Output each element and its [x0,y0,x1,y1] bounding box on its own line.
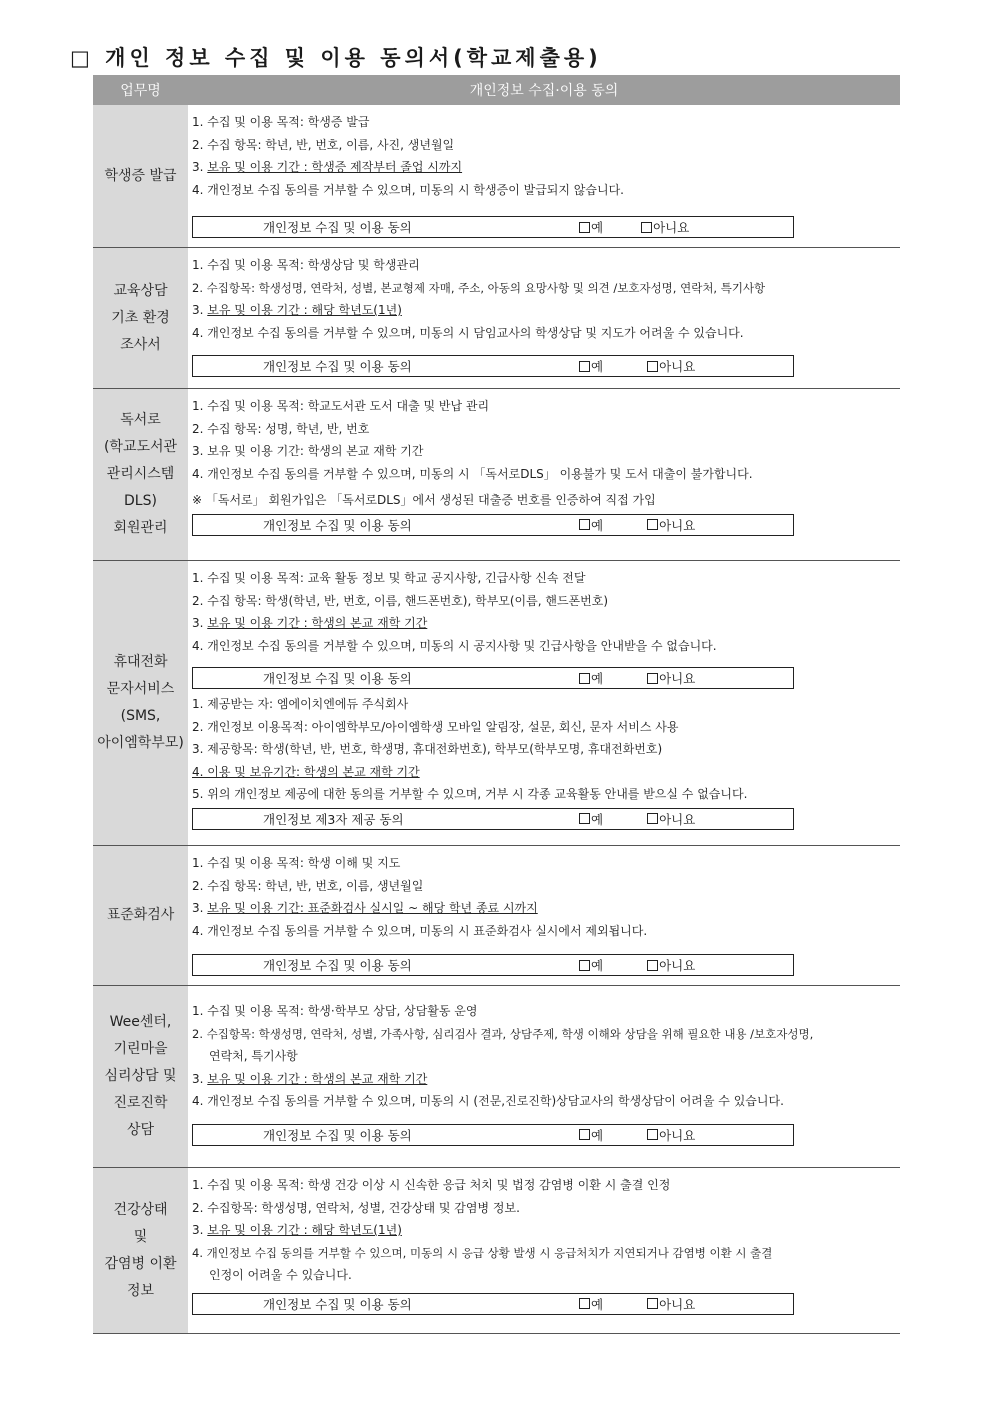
task-label: 학생증 발급 [93,105,188,247]
item-line: 1. 수집 및 이용 목적: 학생 건강 이상 시 신속한 응급 처치 및 법정 감염병 이환 시 출결 인정 [192,1178,671,1192]
task-label: 교육상담 기초 환경 조사서 [93,248,188,388]
item-line: 1. 수집 및 이용 목적: 교육 활동 정보 및 학교 공지사항, 긴급사항 신속 전달 [192,571,586,585]
item-line: 3. 보유 및 이용 기간 : 해당 학년도(1년) [192,303,402,317]
checkbox-icon [647,361,658,372]
third-party-line: 3. 제공항목: 학생(학년, 반, 번호, 학생명, 휴대전화번호), 학부모(학부모명, 휴대전화번호) [192,742,663,756]
checkbox-icon [579,813,590,824]
checkbox-icon [579,361,590,372]
consent-yes-checkbox[interactable]: 예 [579,357,603,375]
consent-yes-checkbox[interactable]: 예 [579,218,603,236]
task-label: 표준화검사 [93,846,188,985]
consent-box [192,1124,794,1146]
consent-box [192,355,794,377]
row-wee-center [93,986,900,1168]
consent-label: 개인정보 수집 및 이용 동의 [263,958,412,973]
note-line: ※ 「독서로」 회원가입은 「독서로DLS」에서 생성된 대출증 번호를 인증하여 직접 가입 [192,493,656,507]
checkbox-icon [641,222,652,233]
item-line: 3. 보유 및 이용 기간: 표준화검사 실시일 ~ 해당 학년 종료 시까지 [192,901,538,915]
item-line: 3. 보유 및 이용 기간 : 학생의 본교 재학 기간 [192,1071,428,1086]
item-line: 4. 개인정보 수집 동의를 거부할 수 있으며, 미동의 시 「독서로DLS」 이용불가 및 도서 대출이 불가합니다. [192,466,753,481]
task-content [188,561,900,845]
task-content [188,846,900,985]
checkbox-icon [579,519,590,530]
item-line: 3. 보유 및 이용 기간 : 해당 학년도(1년) [192,1223,402,1237]
item-line: 4. 개인정보 수집 동의를 거부할 수 있으며, 미동의 시 공지사항 및 긴급사항을 안내받을 수 없습니다. [192,638,717,653]
checkbox-icon [647,1129,658,1140]
third-party-no-checkbox[interactable]: 아니요 [647,810,695,828]
task-content [188,389,900,560]
third-party-consent-label: 개인정보 제3자 제공 동의 [263,811,404,827]
third-party-consent-box [192,808,794,830]
third-party-line: 4. 이용 및 보유기간: 학생의 본교 재학 기간 [192,764,420,779]
consent-no-checkbox[interactable]: 아니요 [647,357,695,375]
consent-no-checkbox[interactable]: 아니요 [647,956,695,974]
consent-label: 개인정보 수집 및 이용 동의 [263,1296,412,1312]
row-health-status [93,1168,900,1334]
consent-box [192,1293,794,1315]
checkbox-icon [579,1129,590,1140]
consent-box [192,667,794,689]
consent-no-checkbox[interactable]: 아니요 [647,1126,695,1144]
document-title: □ 개인 정보 수집 및 이용 동의서(학교제출용) [70,46,602,70]
consent-label: 개인정보 수집 및 이용 동의 [263,517,412,533]
item-line: 1. 수집 및 이용 목적: 학생상담 및 학생관리 [192,258,420,272]
consent-table [93,75,900,1334]
item-line: 1. 수집 및 이용 목적: 학교도서관 도서 대출 및 반납 관리 [192,399,490,413]
consent-no-checkbox[interactable]: 아니요 [647,516,695,534]
item-line: 연락처, 특기사항 [209,1049,298,1063]
checkbox-icon [647,1298,658,1309]
task-content [188,248,900,388]
consent-box [192,954,794,976]
third-party-yes-checkbox[interactable]: 예 [579,810,603,828]
task-label: 독서로 (학교도서관 관리시스템 DLS) 회원관리 [93,389,188,560]
item-line: 4. 개인정보 수집 동의를 거부할 수 있으며, 미동의 시 담임교사의 학생상담 및 지도가 어려울 수 있습니다. [192,325,744,340]
row-student-id [93,105,900,248]
consent-yes-checkbox[interactable]: 예 [579,956,603,974]
task-content [188,105,900,247]
checkbox-icon [579,1298,590,1309]
item-line: 2. 수집 항목: 성명, 학년, 반, 번호 [192,421,370,436]
row-sms-service [93,561,900,846]
consent-no-checkbox[interactable]: 아니요 [647,669,695,687]
checkbox-icon [647,960,658,971]
item-line: 4. 개인정보 수집 동의를 거부할 수 있으며, 미동의 시 응급 상황 발생 시 응급처치가 지연되거나 감염병 이환 시 출결 [192,1245,773,1260]
checkbox-icon [647,673,658,684]
item-line: 4. 개인정보 수집 동의를 거부할 수 있으며, 미동의 시 표준화검사 실시에서 제외됩니다. [192,923,648,938]
item-line: 2. 수집항목: 학생성명, 연락처, 성별, 본교형제 자매, 주소, 아동의 요망사항 및 의견 /보호자성명, 연락처, 특기사항 [192,280,766,295]
header-task-name: 업무명 [120,83,161,99]
third-party-line: 1. 제공받는 자: 엠에이치엔에듀 주식회사 [192,697,409,711]
item-line: 2. 수집항목: 학생성명, 연락처, 성별, 건강상태 및 감염병 정보. [192,1200,520,1215]
consent-label: 개인정보 수집 및 이용 동의 [263,671,412,686]
consent-yes-checkbox[interactable]: 예 [579,516,603,534]
item-line: 2. 수집 항목: 학생(학년, 반, 번호, 이름, 핸드폰번호), 학부모(이름, 핸드폰번호) [192,593,609,608]
consent-box [192,216,794,238]
task-label: 휴대전화 문자서비스 (SMS, 아이엠학부모) [93,561,188,845]
checkbox-icon [647,813,658,824]
item-line: 4. 개인정보 수집 동의를 거부할 수 있으며, 미동의 시 학생증이 발급되지 않습니다. [192,182,624,197]
header-consent: 개인정보 수집·이용 동의 [469,83,619,99]
checkbox-icon [579,673,590,684]
consent-no-checkbox[interactable]: 아니요 [641,218,689,236]
third-party-line: 5. 위의 개인정보 제공에 대한 동의를 거부할 수 있으며, 거부 시 각종 교육활동 안내를 받으실 수 없습니다. [192,787,748,801]
consent-label: 개인정보 수집 및 이용 동의 [263,220,412,235]
task-label: Wee센터, 기린마을 심리상담 및 진로진학 상담 [93,986,188,1167]
item-line: 2. 수집 항목: 학년, 반, 번호, 이름, 사진, 생년월일 [192,137,455,152]
item-line: 3. 보유 및 이용 기간: 학생의 본교 재학 기간 [192,444,424,458]
item-line: 3. 보유 및 이용 기간 : 학생증 제작부터 졸업 시까지 [192,160,463,174]
row-standardized-test [93,846,900,986]
item-line: 2. 수집항목: 학생성명, 연락처, 성별, 가족사항, 심리검사 결과, 상담주제, 학생 이해와 상담을 위해 필요한 내용 /보호자성명, [192,1026,814,1041]
checkbox-icon [579,960,590,971]
checkbox-icon [647,519,658,530]
row-counseling-survey [93,248,900,389]
item-line: 1. 수집 및 이용 목적: 학생증 발급 [192,115,370,129]
consent-box [192,514,794,536]
third-party-line: 2. 개인정보 이용목적: 아이엠학부모/아이엠학생 모바일 알림장, 설문, 회신, 문자 서비스 사용 [192,719,679,734]
item-line: 인정이 어려울 수 있습니다. [209,1268,352,1282]
table-header [93,75,900,105]
consent-yes-checkbox[interactable]: 예 [579,669,603,687]
task-content [188,986,900,1167]
consent-label: 개인정보 수집 및 이용 동의 [263,1127,412,1143]
row-library-dls [93,389,900,561]
consent-yes-checkbox[interactable]: 예 [579,1295,603,1313]
consent-yes-checkbox[interactable]: 예 [579,1126,603,1144]
item-line: 4. 개인정보 수집 동의를 거부할 수 있으며, 미동의 시 (전문,진로진학)상담교사의 학생상담이 어려울 수 있습니다. [192,1094,784,1108]
item-line: 1. 수집 및 이용 목적: 학생·학부모 상담, 상담활동 운영 [192,1004,478,1018]
consent-no-checkbox[interactable]: 아니요 [647,1295,695,1313]
item-line: 1. 수집 및 이용 목적: 학생 이해 및 지도 [192,856,401,870]
task-content [188,1168,900,1333]
item-line: 3. 보유 및 이용 기간 : 학생의 본교 재학 기간 [192,616,428,630]
checkbox-icon [579,222,590,233]
task-label: 건강상태 및 감염병 이환 정보 [93,1168,188,1333]
consent-label: 개인정보 수집 및 이용 동의 [263,359,412,374]
item-line: 2. 수집 항목: 학년, 반, 번호, 이름, 생년월일 [192,878,424,893]
